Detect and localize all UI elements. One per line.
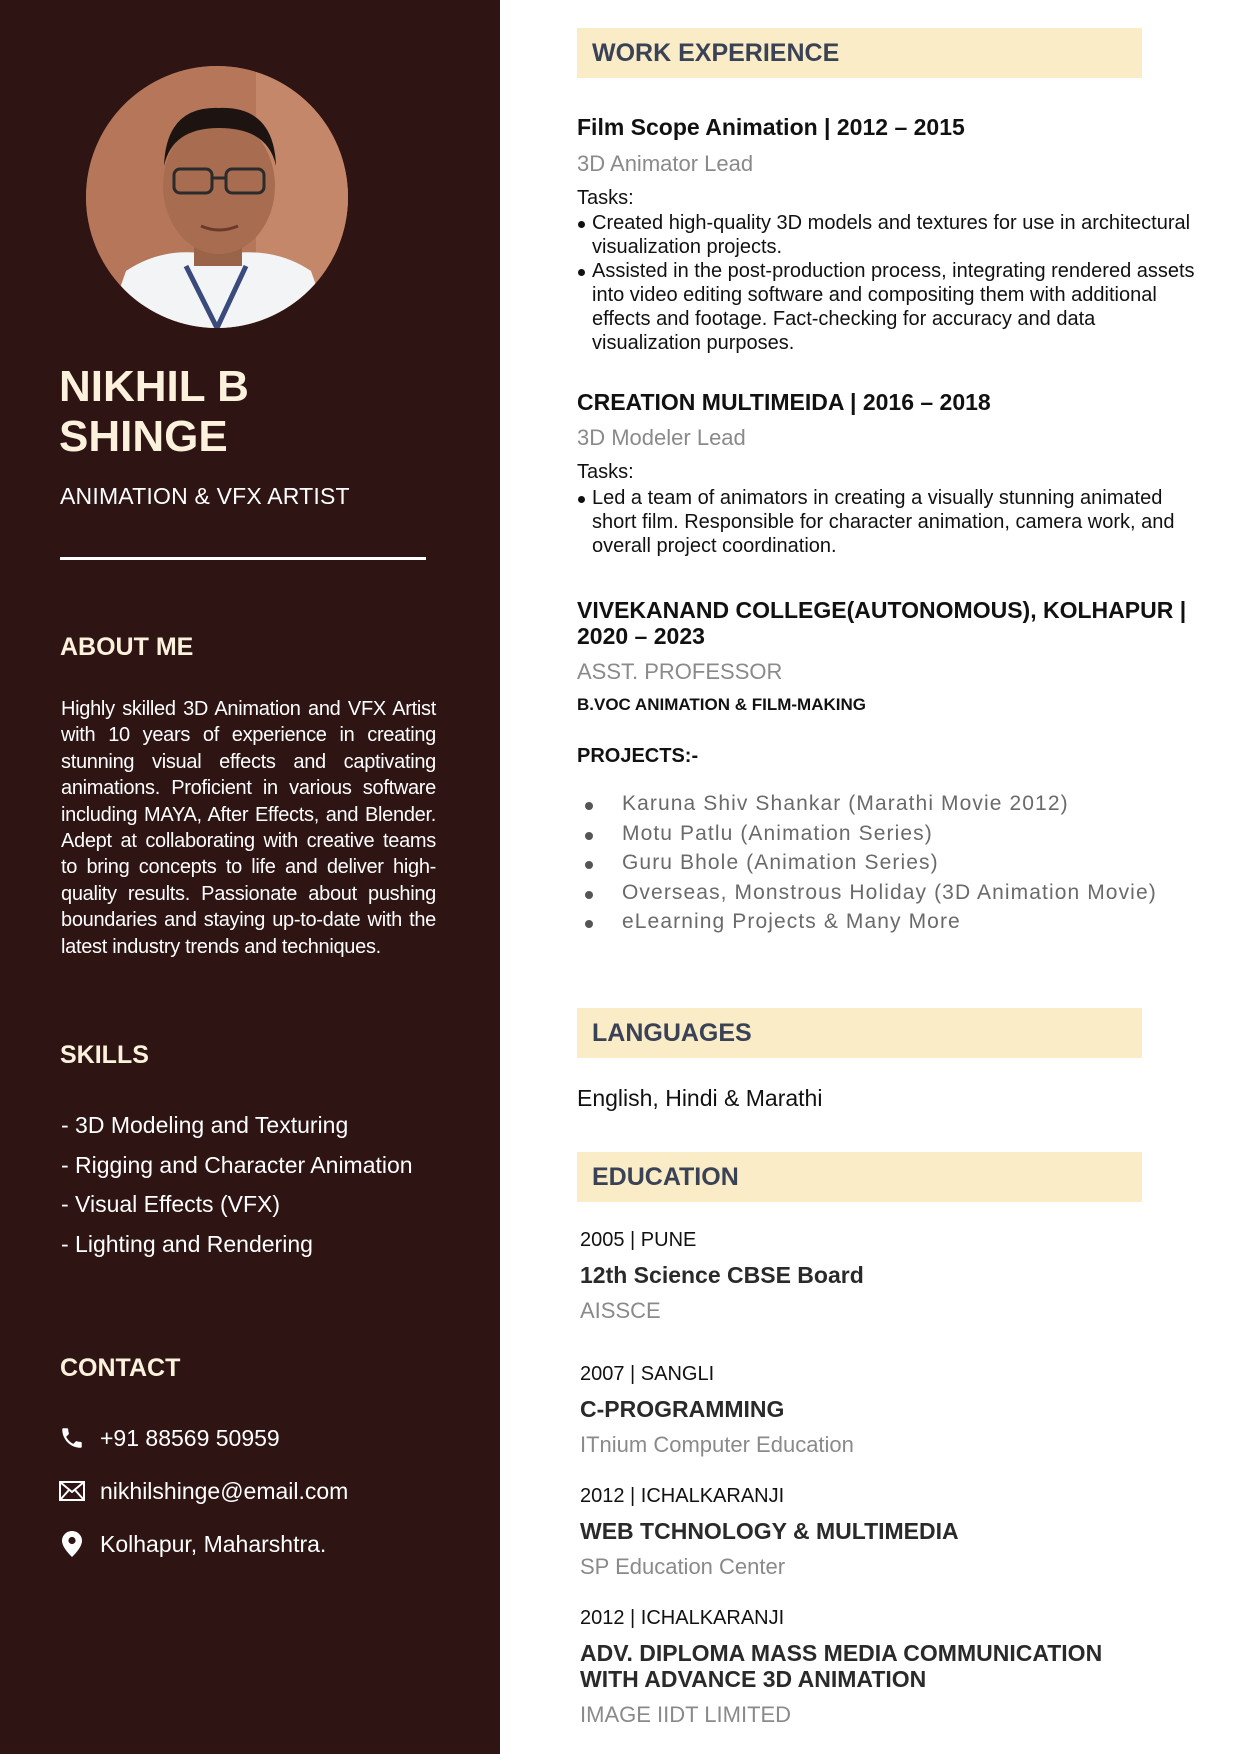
full-name bbox=[59, 362, 459, 462]
skill-item: - Rigging and Character Animation bbox=[61, 1151, 413, 1178]
skills-list bbox=[61, 1112, 413, 1270]
languages-heading: LANGUAGES bbox=[592, 1019, 752, 1047]
education-institution: ITnium Computer Education bbox=[580, 1432, 854, 1457]
skill-item: - Lighting and Rendering bbox=[61, 1230, 313, 1257]
education-degree-line-2: WITH ADVANCE 3D ANIMATION bbox=[580, 1666, 927, 1692]
project-item: Karuna Shiv Shankar (Marathi Movie 2012) bbox=[585, 792, 1157, 822]
job-role: 3D Modeler Lead bbox=[577, 425, 746, 450]
department-label: B.VOC ANIMATION & FILM-MAKING bbox=[577, 695, 866, 714]
projects-label: PROJECTS:- bbox=[577, 745, 699, 767]
contact-phone bbox=[58, 1422, 280, 1454]
contact-heading: CONTACT bbox=[60, 1354, 181, 1382]
job-role: ASST. PROFESSOR bbox=[577, 659, 783, 684]
job-heading: Film Scope Animation | 2012 – 2015 bbox=[577, 114, 965, 140]
portrait-image bbox=[86, 66, 348, 328]
skill-item: - Visual Effects (VFX) bbox=[61, 1191, 280, 1217]
languages-text: English, Hindi & Marathi bbox=[577, 1085, 823, 1111]
education-entry bbox=[580, 1606, 1180, 1728]
job-heading-line-1: VIVEKANAND COLLEGE(AUTONOMOUS), KOLHAPUR | bbox=[577, 597, 1187, 623]
profile-photo bbox=[86, 66, 348, 328]
education-institution: IMAGE IIDT LIMITED bbox=[580, 1702, 792, 1727]
education-band bbox=[577, 1152, 1142, 1202]
location-pin-icon bbox=[58, 1530, 86, 1558]
contact-location bbox=[58, 1528, 326, 1560]
task-item: Created high-quality 3D models and textures for use in architectural visualization projects. bbox=[577, 211, 1197, 259]
task-item: Assisted in the post-production process, integrating rendered assets into video editing software and compositing them with additional effects and footage. Fact-checking for accuracy and data visualization purposes. bbox=[577, 259, 1197, 355]
work-experience-band bbox=[577, 28, 1142, 78]
name-line-1: NIKHIL B bbox=[59, 362, 249, 411]
education-meta: 2005 | PUNE bbox=[580, 1229, 697, 1251]
task-list bbox=[577, 211, 1197, 355]
education-degree: WEB TCHNOLOGY & MULTIMEDIA bbox=[580, 1518, 959, 1544]
task-item: Led a team of animators in creating a visually stunning animated short film. Responsible for character animation, camera work, and overall project coordination. bbox=[577, 486, 1197, 558]
education-meta: 2007 | SANGLI bbox=[580, 1363, 715, 1385]
about-text: Highly skilled 3D Animation and VFX Artist with 10 years of experience in creating stunning visual effects and captivating animations. Proficient in various software including MAYA, After Effects, and Blender. Adept at collaborating with creative teams to bring concepts to life and deliver high-quality results. Passionate about pushing boundaries and staying up-to-date with the latest industry trends and techniques. bbox=[61, 698, 436, 958]
education-degree-line-1: ADV. DIPLOMA MASS MEDIA COMMUNICATION bbox=[580, 1640, 1103, 1666]
education-institution: AISSCE bbox=[580, 1298, 661, 1323]
mail-icon bbox=[58, 1477, 86, 1505]
email-address: nikhilshinge@email.com bbox=[100, 1477, 349, 1504]
about-heading: ABOUT ME bbox=[60, 633, 194, 661]
job-heading bbox=[577, 597, 1186, 649]
work-experience-heading: WORK EXPERIENCE bbox=[592, 39, 840, 67]
sidebar bbox=[0, 0, 500, 1754]
job-heading: CREATION MULTIMEIDA | 2016 – 2018 bbox=[577, 389, 991, 415]
location-text: Kolhapur, Maharshtra. bbox=[100, 1530, 327, 1557]
education-entry bbox=[580, 1362, 1180, 1458]
skills-heading: SKILLS bbox=[60, 1041, 149, 1069]
phone-icon bbox=[58, 1424, 86, 1452]
name-line-2: SHINGE bbox=[59, 412, 228, 461]
education-heading: EDUCATION bbox=[592, 1163, 739, 1191]
project-item: Overseas, Monstrous Holiday (3D Animation Movie) bbox=[585, 881, 1157, 911]
education-entry bbox=[580, 1228, 1180, 1324]
job-title: ANIMATION & VFX ARTIST bbox=[60, 483, 350, 509]
skill-item: - 3D Modeling and Texturing bbox=[61, 1112, 349, 1138]
tasks-label: Tasks: bbox=[577, 187, 634, 209]
job-role: 3D Animator Lead bbox=[577, 151, 754, 176]
main-column bbox=[500, 0, 1240, 1754]
education-institution: SP Education Center bbox=[580, 1554, 786, 1579]
education-degree: 12th Science CBSE Board bbox=[580, 1262, 864, 1288]
project-item: Motu Patlu (Animation Series) bbox=[585, 822, 1157, 852]
education-degree bbox=[580, 1640, 1180, 1692]
tasks-label: Tasks: bbox=[577, 461, 634, 483]
education-meta: 2012 | ICHALKARANJI bbox=[580, 1607, 785, 1629]
education-meta: 2012 | ICHALKARANJI bbox=[580, 1485, 785, 1507]
education-degree: C-PROGRAMMING bbox=[580, 1396, 785, 1422]
contact-email bbox=[58, 1475, 348, 1507]
project-item: eLearning Projects & Many More bbox=[585, 910, 1157, 940]
task-list bbox=[577, 486, 1197, 558]
projects-list bbox=[585, 792, 1157, 940]
education-entry bbox=[580, 1484, 1180, 1580]
languages-band bbox=[577, 1008, 1142, 1058]
project-item: Guru Bhole (Animation Series) bbox=[585, 851, 1157, 881]
job-heading-line-2: 2020 – 2023 bbox=[577, 623, 705, 649]
phone-number: +91 88569 50959 bbox=[100, 1424, 280, 1451]
divider bbox=[60, 557, 426, 560]
